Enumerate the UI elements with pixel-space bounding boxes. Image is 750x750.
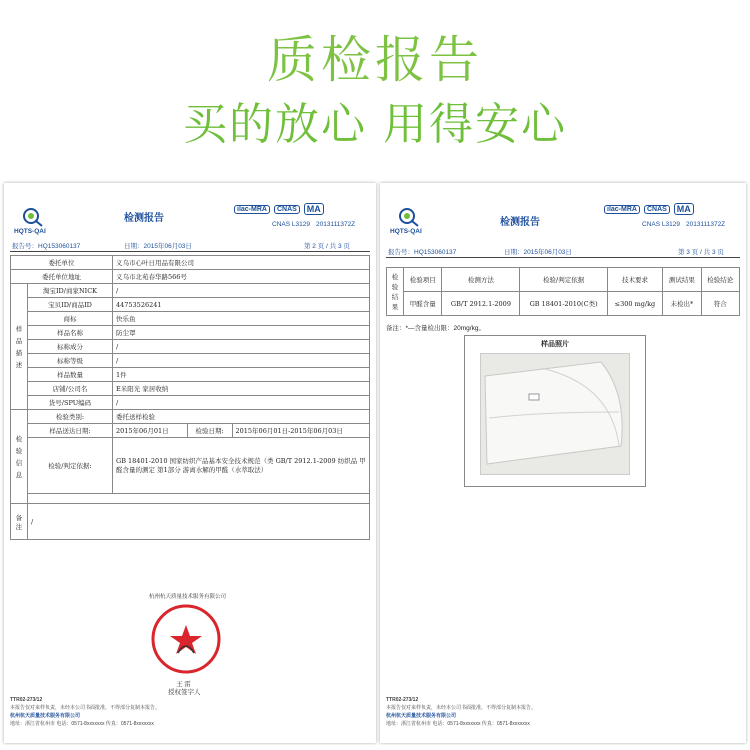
form-code: TTR02-273/12 bbox=[386, 697, 419, 703]
cell-value: 2015年06月01日-2015年06月03日 bbox=[232, 424, 369, 438]
footer-line-1: 本报告仅对来样负责，未经本公司书面批准，不得部分复制本报告。 bbox=[10, 705, 161, 711]
cell-value: 义乌市北苑春华路566号 bbox=[113, 270, 370, 284]
page-number: 第 3 页 / 共 3 页 bbox=[678, 249, 724, 256]
footer-line-1: 本报告仅对来样负责，未经本公司书面批准，不得部分复制本报告。 bbox=[386, 705, 537, 711]
result-cell: 未检出* bbox=[663, 292, 701, 316]
group-label-result: 检验结果 bbox=[387, 268, 404, 316]
signatory-name: 王 雷 bbox=[176, 681, 191, 688]
cell-label: 检验/判定依据: bbox=[28, 438, 113, 494]
ma-code: 2013111372Z bbox=[686, 221, 726, 228]
ilac-logo: ilac-MRA bbox=[234, 205, 270, 214]
doc-title: 检测报告 bbox=[124, 213, 164, 224]
cell-label: 店铺/公司名 bbox=[28, 382, 113, 396]
cell-label: 标称成分 bbox=[28, 340, 113, 354]
cell-value: E米阳光 家居收纳 bbox=[113, 382, 370, 396]
cell-value: 1件 bbox=[113, 368, 370, 382]
header-cell: 检测方法 bbox=[442, 268, 520, 292]
magnifier-icon bbox=[396, 207, 422, 227]
header-cell: 检验项目 bbox=[404, 268, 442, 292]
header-cell: 技术要求 bbox=[607, 268, 662, 292]
group-label-inspection: 检验信息 bbox=[11, 410, 28, 504]
sample-photo bbox=[480, 353, 630, 475]
cell-value: 委托送样检验 bbox=[113, 410, 370, 424]
issuer-line: 杭州杭天质量技术服务有限公司 bbox=[149, 594, 227, 600]
footer-company: 杭州杭天质量技术服务有限公司 bbox=[386, 713, 457, 719]
cell-label: 货号/SPU编码 bbox=[28, 396, 113, 410]
hero-subtitle: 买的放心 用得安心 bbox=[183, 99, 567, 150]
hqts-logo bbox=[20, 207, 46, 227]
cell-value: 快乐鱼 bbox=[113, 312, 370, 326]
signatory-title: 授权签字人 bbox=[168, 689, 201, 696]
cell-value: 防尘罩 bbox=[113, 326, 370, 340]
group-label-sample: 样品描述 bbox=[11, 284, 28, 410]
detail-table bbox=[10, 255, 370, 540]
cell-label: 委托单位 bbox=[11, 256, 113, 270]
footer-line-2: 地址：浙江省杭州市 电话：0571-8xxxxxxx 传真：0571-8xxxxxxx bbox=[10, 721, 154, 727]
hqts-logo bbox=[396, 207, 422, 227]
cell-value: 2015年06月01日 bbox=[113, 424, 188, 438]
footer-company: 杭州杭天质量技术服务有限公司 bbox=[10, 713, 81, 719]
result-cell: GB/T 2912.1-2009 bbox=[442, 292, 520, 316]
report-number: 报告号：HQ153060137 bbox=[388, 249, 457, 256]
cell-value: GB 18401-2010 国家纺织产品基本安全技术规范（类 GB/T 2912.1-2009 纺织品 甲醛含量的测定 第1部分 游离水解的甲醛（水萃取法） bbox=[113, 438, 370, 494]
cell-label: 检验类别: bbox=[28, 410, 113, 424]
form-code: TTR02-273/12 bbox=[10, 697, 43, 703]
cert-logos bbox=[230, 203, 324, 215]
cell-value: / bbox=[113, 396, 370, 410]
cell-label: 检验日期: bbox=[187, 424, 232, 438]
report-page-3 bbox=[380, 183, 746, 743]
cell-label: 淘宝ID/商家NICK bbox=[28, 284, 113, 298]
cell-label: 样品送达日期: bbox=[28, 424, 113, 438]
result-cell: 符合 bbox=[701, 292, 739, 316]
hero-title: 质检报告 bbox=[267, 31, 483, 89]
cell-value: / bbox=[113, 354, 370, 368]
cnas-code: CNAS L3129 bbox=[642, 221, 680, 228]
footer-line-2: 地址：浙江省杭州市 电话：0571-8xxxxxxx 传真：0571-8xxxxxxx bbox=[386, 721, 530, 727]
cert-logos bbox=[600, 203, 694, 215]
result-note: 备注：*—含量检出限：20mg/kg。 bbox=[386, 325, 485, 332]
cell-label: 样品数量 bbox=[28, 368, 113, 382]
ma-logo: MA bbox=[674, 203, 694, 215]
header-cell: 检验/判定依据 bbox=[520, 268, 607, 292]
cnas-code: CNAS L3129 bbox=[272, 221, 310, 228]
company-seal-icon bbox=[150, 603, 222, 675]
report-date: 日期：2015年06月03日 bbox=[504, 249, 572, 256]
cell-label: 宝贝ID/商品ID bbox=[28, 298, 113, 312]
result-cell: ≤300 mg/kg bbox=[607, 292, 662, 316]
ma-logo: MA bbox=[304, 203, 324, 215]
photo-title: 样品照片 bbox=[541, 341, 569, 348]
header-cell: 测试结果 bbox=[663, 268, 701, 292]
result-cell: GB 18401-2010(C类) bbox=[520, 292, 607, 316]
cell-value: / bbox=[113, 284, 370, 298]
cell-value: / bbox=[113, 340, 370, 354]
report-date: 日期：2015年06月03日 bbox=[124, 243, 192, 250]
cell-label: 委托单位地址 bbox=[11, 270, 113, 284]
report-page-2 bbox=[4, 183, 376, 743]
result-cell: 甲醛含量 bbox=[404, 292, 442, 316]
doc-title: 检测报告 bbox=[500, 217, 540, 228]
cell-value: 44753526241 bbox=[113, 298, 370, 312]
cell-label: 标称等级 bbox=[28, 354, 113, 368]
cell-value: 义乌市心叶日用品有限公司 bbox=[113, 256, 370, 270]
org-logo-text: HQTS-QAI bbox=[14, 228, 46, 235]
cell-label: 备注 bbox=[11, 504, 28, 540]
ma-code: 2013111372Z bbox=[316, 221, 356, 228]
magnifier-icon bbox=[20, 207, 46, 227]
report-number: 报告号：HQ153060137 bbox=[12, 243, 81, 250]
dust-cover-image bbox=[481, 354, 629, 474]
cell-label: 商标 bbox=[28, 312, 113, 326]
org-logo-text: HQTS-QAI bbox=[390, 228, 422, 235]
cnas-logo: CNAS bbox=[274, 205, 300, 214]
header-cell: 检验结论 bbox=[701, 268, 739, 292]
ilac-logo: ilac-MRA bbox=[604, 205, 640, 214]
results-table bbox=[386, 267, 740, 316]
cnas-logo: CNAS bbox=[644, 205, 670, 214]
cell-label: 样品名称 bbox=[28, 326, 113, 340]
page-number: 第 2 页 / 共 3 页 bbox=[304, 243, 350, 250]
cell-value: / bbox=[28, 504, 370, 540]
